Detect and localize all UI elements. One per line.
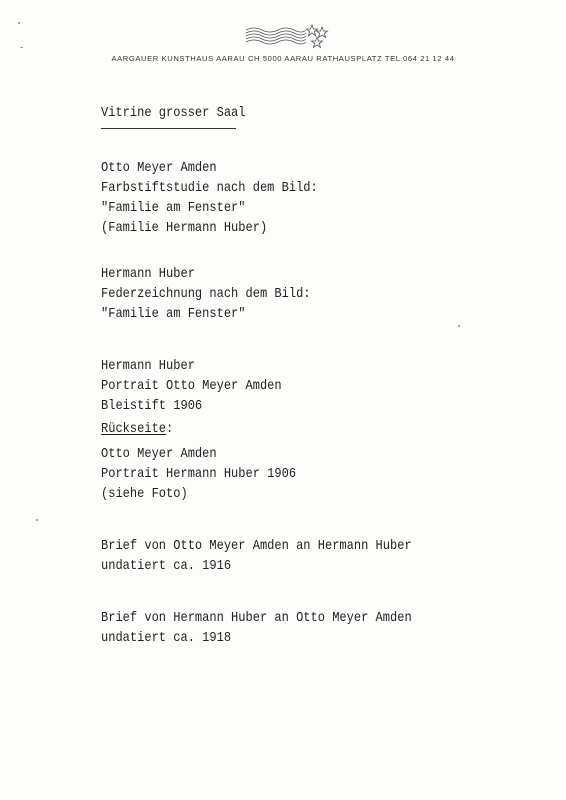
entry-block [101, 608, 412, 648]
entry-block [101, 356, 282, 416]
paper-speck [458, 325, 460, 327]
entry-block [101, 444, 296, 504]
entry-line: undatiert ca. 1918 [101, 630, 232, 646]
paper-speck [18, 22, 20, 24]
reverse-side-label [101, 419, 173, 439]
entry-line: Farbstiftstudie nach dem Bild: [101, 180, 318, 196]
entry-line: Brief von Hermann Huber an Otto Meyer Amden [101, 610, 412, 626]
entry-line: "Familie am Fenster" [101, 306, 246, 322]
entry-line: Portrait Otto Meyer Amden [101, 378, 282, 394]
document-heading: Vitrine grosser Saal [101, 105, 246, 121]
kunsthaus-logo-icon [240, 22, 330, 52]
entry-block [101, 264, 311, 324]
entry-line: "Familie am Fenster" [101, 200, 246, 216]
paper-speck [36, 519, 38, 521]
reverse-side-text: Rückseite [101, 421, 167, 437]
entry-line: Bleistift 1906 [101, 398, 203, 414]
entry-block [101, 158, 318, 238]
letterhead-address: AARGAUER KUNSTHAUS AARAU CH 5000 AARAU RATHAUSPLATZ TEL 064 21 12 44 [111, 54, 455, 63]
entry-line: Portrait Hermann Huber 1906 [101, 466, 297, 482]
entry-line: Hermann Huber [101, 266, 195, 282]
entry-line: Hermann Huber [101, 358, 195, 374]
paper-speck [20, 47, 23, 48]
reverse-side-colon: : [166, 421, 174, 437]
heading-underline [101, 128, 236, 129]
entry-line: Federzeichnung nach dem Bild: [101, 286, 311, 302]
entry-line: (siehe Foto) [101, 486, 188, 502]
entry-line: Otto Meyer Amden [101, 160, 217, 176]
entry-line: Otto Meyer Amden [101, 446, 217, 462]
entry-line: undatiert ca. 1916 [101, 558, 232, 574]
entry-line: (Familie Hermann Huber) [101, 220, 268, 236]
entry-line: Brief von Otto Meyer Amden an Hermann Huber [101, 538, 412, 554]
entry-block [101, 536, 412, 576]
